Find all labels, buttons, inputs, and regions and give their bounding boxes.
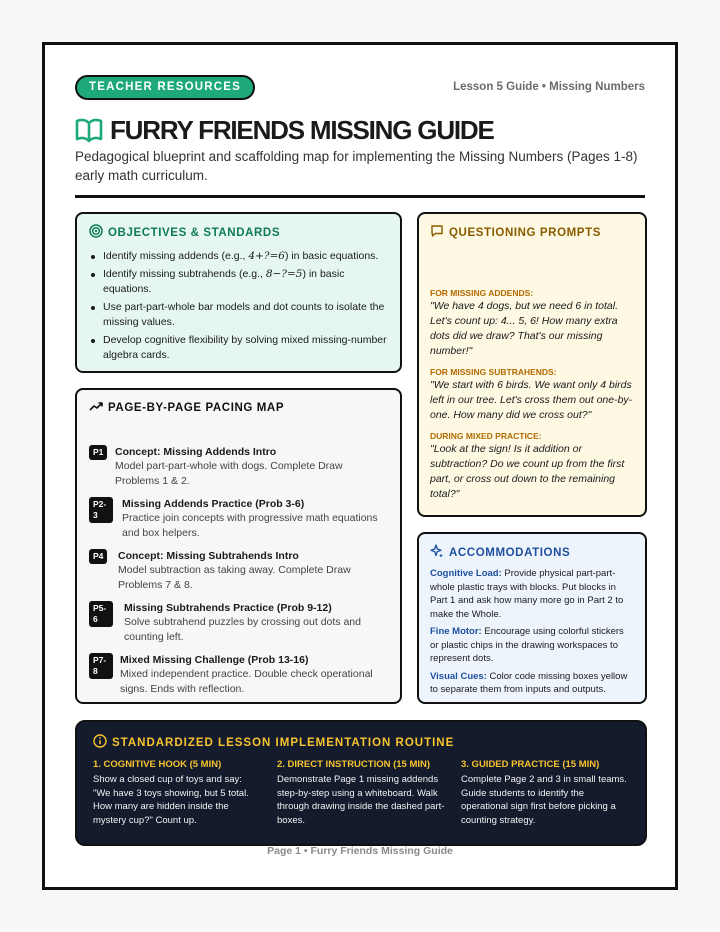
info-icon [93,734,107,751]
prompt-text: "We have 4 dogs, but we need 6 in total. Let's count up: 4... 5, 6! How many extra dots did we draw? That's our missing number!" [430,300,618,357]
page-tag: P5-6 [89,601,113,627]
routine-step-text: Demonstrate Page 1 missing addends step-by-step using a whiteboard. Walk through drawing inside the dashed part-boxes. [277,774,445,826]
objectives-heading [89,224,388,241]
routine-step [461,759,629,827]
accommodations-card [417,532,647,704]
top-row [75,75,645,101]
pacing-item-title: Missing Addends Practice (Prob 3-6) [122,498,305,510]
guide-page [42,42,678,890]
pacing-item-title: Mixed Missing Challenge (Prob 13-16) [120,654,309,666]
teacher-resources-badge: TEACHER RESOURCES [75,75,255,100]
routine-step [277,759,445,827]
pacing-item [89,549,388,593]
accommodation-item: Fine Motor: Encourage using colorful stickers or plastic chips in the drawing workspaces to represent dots. [430,626,624,664]
prompt-label: DURING MIXED PRACTICE: [430,431,542,441]
pacing-item-title: Missing Subtrahends Practice (Prob 9-12) [124,602,332,614]
objective-item: Use part-part-whole bar models and dot counts to isolate the missing values. [89,300,388,330]
pacing-list [89,445,388,697]
prompt-text: "Look at the sign! Is it addition or subtraction? Do we count up from the first part, or cross out down to the remaining total?" [430,443,625,500]
objectives-card [75,212,402,373]
header-divider [75,195,645,198]
accommodation-item: Visual Cues: Color code missing boxes yellow to separate them from inputs and outputs. [430,670,628,695]
page-tag: P4 [89,549,107,564]
sparkle-icon [430,544,444,561]
pacing-item [89,497,388,541]
objective-item: Identify missing addends (e.g., 4+?=6) in basic equations. [89,249,388,264]
pacing-card [75,388,402,704]
pacing-item-title: Concept: Missing Subtrahends Intro [118,550,299,562]
routine-heading [93,734,629,751]
routine-step-text: Show a closed cup of toys and say: "We have 3 toys showing, but 5 total. How many are hidden inside the mystery cup?" Count up. [93,774,249,826]
routine-steps [93,759,629,827]
routine-step-title: 3. GUIDED PRACTICE (15 MIN) [461,759,600,770]
target-icon [89,224,103,241]
page-tag: P2-3 [89,497,113,523]
pacing-heading [89,400,388,415]
prompt-text: "We start with 6 birds. We want only 4 birds left in our tree. Let's cross them out one-by-one. How many did we cross out?" [430,379,633,421]
speech-bubble-icon [430,224,444,241]
pacing-item-title: Concept: Missing Addends Intro [115,446,277,458]
routine-card [75,720,647,846]
pacing-item [89,445,388,489]
page-title: FURRY FRIENDS MISSING GUIDE [110,115,494,145]
routine-step-title: 1. COGNITIVE HOOK (5 MIN) [93,759,222,770]
prompt-label: FOR MISSING ADDENDS: [430,288,534,298]
accommodation-item: Cognitive Load: Provide physical part-part-whole plastic trays with blocks. Put blocks in Part 1 and ask how many more go in Part 2 to make the Whole. [430,568,624,620]
pacing-item-desc: Mixed independent practice. Double check operational signs. Ends with reflection. [120,668,373,695]
questioning-heading-text: QUESTIONING PROMPTS [449,226,601,239]
routine-step-title: 2. DIRECT INSTRUCTION (15 MIN) [277,759,431,770]
pacing-item-desc: Solve subtrahend puzzles by crossing out dots and counting left. [124,616,361,643]
objectives-list [89,249,388,363]
questioning-heading [430,224,634,241]
prompt-block [430,367,634,423]
pacing-item-desc: Practice join concepts with progressive math equations and box helpers. [122,512,378,539]
page-footer: Page 1 • Furry Friends Missing Guide [267,845,453,857]
accommodations-heading [430,544,634,561]
book-icon [75,117,103,143]
questioning-card [417,212,647,517]
pacing-item-desc: Model part-part-whole with dogs. Complete Draw Problems 1 & 2. [115,460,343,487]
prompt-block [430,288,634,359]
page-tag: P1 [89,445,107,460]
page-tag: P7-8 [89,653,113,679]
objective-item: Develop cognitive flexibility by solving mixed missing-number algebra cards. [89,333,388,363]
accommodations-heading-text: ACCOMMODATIONS [449,546,571,559]
objectives-heading-text: OBJECTIVES & STANDARDS [108,226,281,239]
page-subtitle: Pedagogical blueprint and scaffolding map for implementing the Missing Numbers (Pages 1-8) early math curriculum. [75,149,638,183]
lesson-reference: Lesson 5 Guide • Missing Numbers [453,81,645,93]
pacing-item [89,653,388,697]
pacing-item-desc: Model subtraction as taking away. Complete Draw Problems 7 & 8. [118,564,351,591]
trend-up-icon [89,400,103,415]
routine-heading-text: STANDARDIZED LESSON IMPLEMENTATION ROUTINE [112,736,455,749]
pacing-heading-text: PAGE-BY-PAGE PACING MAP [108,401,285,414]
objective-item: Identify missing subtrahends (e.g., 8−?=5) in basic equations. [89,267,388,297]
prompt-label: FOR MISSING SUBTRAHENDS: [430,367,557,377]
routine-step-text: Complete Page 2 and 3 in small teams. Guide students to identify the operational sign first before picking a counting strategy. [461,774,627,826]
pacing-item [89,601,388,645]
routine-step [93,759,261,827]
prompt-block [430,431,634,502]
